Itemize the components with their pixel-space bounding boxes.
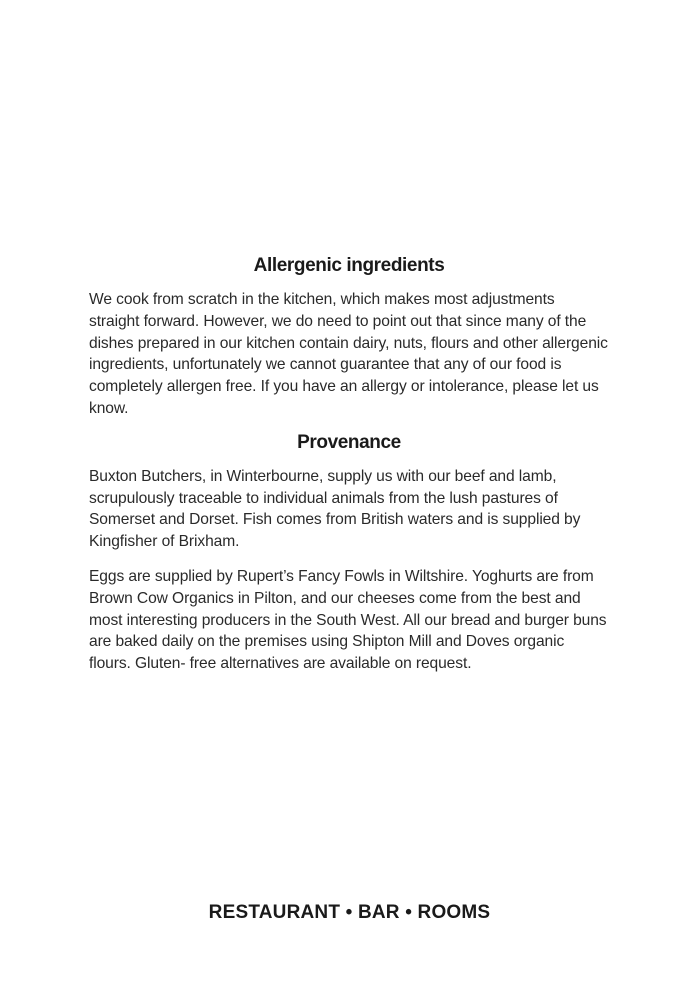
menu-info-content: [89, 253, 609, 675]
provenance-paragraph-2: Eggs are supplied by Rupert’s Fancy Fowls in Wiltshire. Yoghurts are from Brown Cow Organics in Pilton, and our cheeses come from the best and most interesting producers in the South West. All our bread and burger buns are baked daily on the premises using Shipton Mill and Doves organic flours. Gluten- free alternatives are available on request.: [89, 567, 607, 673]
provenance-heading: Provenance: [297, 431, 401, 453]
provenance-paragraph-1: Buxton Butchers, in Winterbourne, supply us with our beef and lamb, scrupulously traceable to individual animals from the lush pastures of Somerset and Dorset. Fish comes from British waters and is supplied by Kingfisher of Brixham.: [89, 467, 581, 551]
footer-tagline: RESTAURANT • BAR • ROOMS: [208, 902, 491, 923]
allergens-paragraph: We cook from scratch in the kitchen, which makes most adjustments straight forward. However, we do need to point out that since many of the dishes prepared in our kitchen contain dairy, nuts, flours and other allergenic ingredients, unfortunately we cannot guarantee that any of our food is completely allergen free. If you have an allergy or intolerance, please let us know.: [89, 291, 608, 417]
allergens-heading: Allergenic ingredients: [253, 255, 445, 276]
